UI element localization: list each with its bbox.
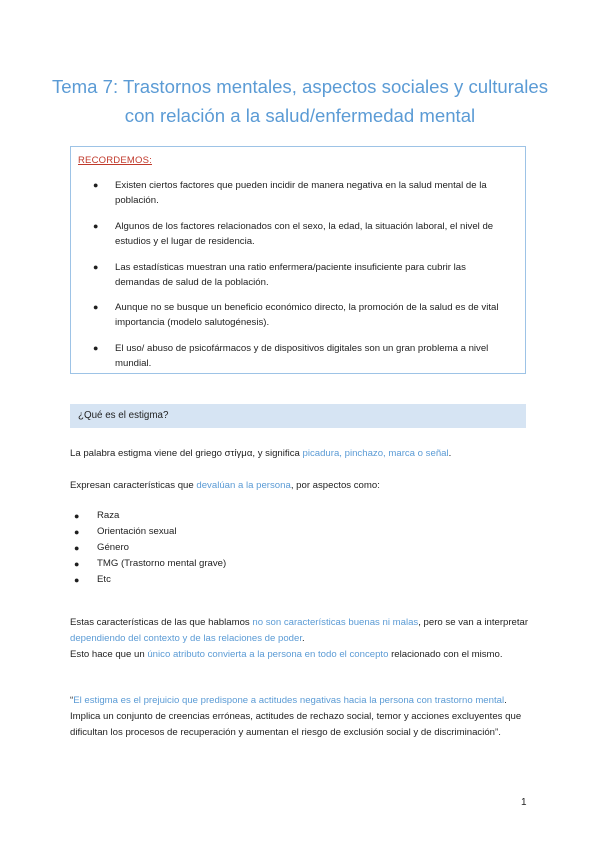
list-item: ● Raza	[70, 508, 226, 524]
recap-item: ● Aunque no se busque un beneficio económico directo, la promoción de la salud es de vital importancia (modelo salutogénesis).	[93, 302, 499, 328]
bullet-icon: ●	[93, 221, 99, 231]
list-item: ● Orientación sexual	[70, 524, 226, 540]
paragraph-devalue: Expresan características que devalúan a la persona, por aspectos como:	[70, 480, 380, 491]
page-title: Tema 7: Trastornos mentales, aspectos sociales y culturales con relación a la salud/enfermedad mental	[51, 76, 549, 126]
bullet-icon: ●	[74, 559, 80, 569]
bullet-icon: ●	[74, 575, 80, 585]
section-heading: ¿Qué es el estigma?	[70, 404, 526, 428]
recap-item: ● Existen ciertos factores que pueden incidir de manera negativa en la salud mental de la población.	[93, 180, 487, 206]
bullet-icon: ●	[93, 262, 99, 272]
page-number: 1	[521, 797, 527, 808]
recap-heading: RECORDEMOS:	[78, 155, 152, 166]
list-item: ● Género	[70, 540, 226, 556]
bullet-icon: ●	[93, 302, 99, 312]
paragraph-characteristics: Estas características de las que hablamos no son características buenas ni malas, pero se van a interpretar dependiendo del contexto y de las relaciones de poder.	[70, 617, 529, 644]
recap-box	[70, 146, 526, 374]
aspects-list	[70, 508, 226, 588]
paragraph-etymology: La palabra estigma viene del griego στίγμα, y significa picadura, pinchazo, marca o señal.	[70, 448, 452, 459]
recap-item: ● Algunos de los factores relacionados con el sexo, la edad, la situación laboral, el nivel de estudios y el lugar de residencia.	[93, 221, 494, 247]
recap-item: ● El uso/ abuso de psicofármacos y de dispositivos digitales son un gran problema a nivel mundial.	[93, 343, 489, 369]
list-item: ● Etc	[70, 572, 226, 588]
list-item: ● TMG (Trastorno mental grave)	[70, 556, 226, 572]
paragraph-attribute: Esto hace que un único atributo convierta a la persona en todo el concepto relacionado con el mismo.	[70, 649, 503, 660]
bullet-icon: ●	[93, 343, 99, 353]
paragraph-quote: “El estigma es el prejuicio que predispone a actitudes negativas hacia la persona con trastorno mental. Implica un conjunto de creencias erróneas, actitudes de rechazo social, temor y acciones excluyentes que dificultan los procesos de recuperación y aumentan el riesgo de exclusión social y de discriminación”.	[70, 695, 522, 738]
bullet-icon: ●	[74, 527, 80, 537]
recap-item: ● Las estadísticas muestran una ratio enfermera/paciente insuficiente para cubrir las demandas de salud de la población.	[93, 262, 466, 288]
bullet-icon: ●	[74, 511, 80, 521]
bullet-icon: ●	[74, 543, 80, 553]
bullet-icon: ●	[93, 180, 99, 190]
